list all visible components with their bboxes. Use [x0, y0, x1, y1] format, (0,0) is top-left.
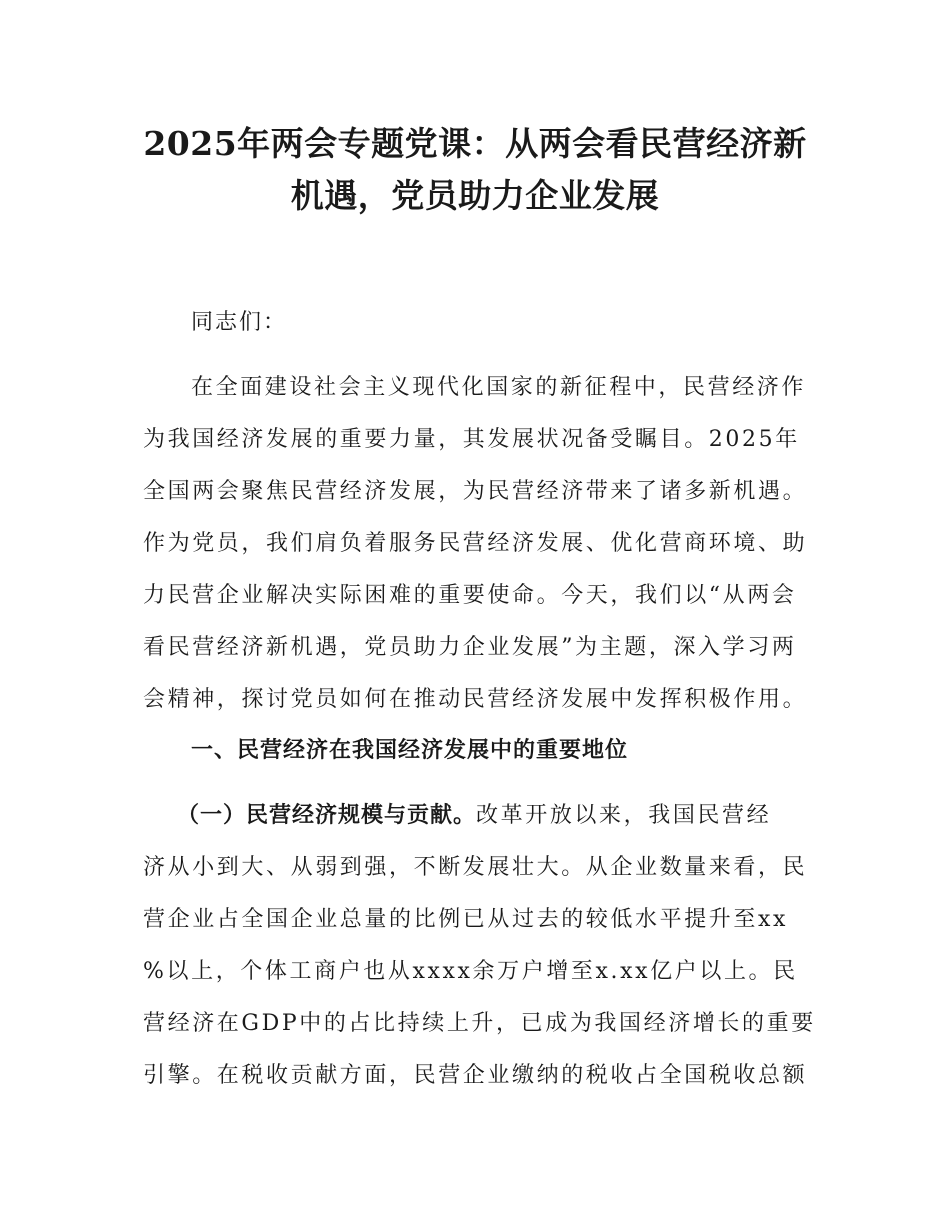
- paragraph-line: 看民营经济新机遇，党员助力企业发展”为主题，深入学习两: [143, 635, 797, 660]
- section-paragraph-1: [143, 790, 816, 1102]
- paragraph-first-line-text: 改革开放以来，我国民营经: [476, 803, 772, 828]
- salutation: 同志们：: [191, 310, 288, 335]
- section-heading-1: 一、民营经济在我国经济发展中的重要地位: [191, 738, 629, 763]
- subsection-lead: （一）民营经济规模与贡献。: [177, 803, 477, 828]
- paragraph-line: 济从小到大、从弱到强，不断发展壮大。从企业数量来看，民: [143, 855, 808, 880]
- paragraph-line: 全国两会聚焦民营经济发展，为民营经济带来了诸多新机遇。: [143, 479, 808, 504]
- paragraph-line: 力民营企业解决实际困难的重要使命。今天，我们以“从两会: [143, 583, 797, 608]
- title-line-1: 2025年两会专题党课：从两会看民营经济新: [143, 124, 807, 163]
- paragraph-first-line: [143, 790, 811, 842]
- paragraph-line: 营经济在GDP中的占比持续上升，已成为我国经济增长的重要: [143, 1011, 816, 1036]
- intro-paragraph: [143, 362, 811, 726]
- paragraph-line: %以上，个体工商户也从xxxx余万户增至x.xx亿户以上。民: [143, 959, 798, 984]
- title-line-2: 机遇，党员助力企业发展: [290, 176, 660, 215]
- paragraph-line: 会精神，探讨党员如何在推动民营经济发展中发挥积极作用。: [143, 687, 808, 712]
- paragraph-line: 引擎。在税收贡献方面，民营企业缴纳的税收占全国税收总额: [143, 1063, 808, 1088]
- document-title: [130, 118, 820, 222]
- paragraph-line: 作为党员，我们肩负着服务民营经济发展、优化营商环境、助: [143, 531, 808, 556]
- paragraph-line: 营企业占全国企业总量的比例已从过去的较低水平提升至xx: [143, 907, 789, 932]
- paragraph-line: 为我国经济发展的重要力量，其发展状况备受瞩目。2025年: [143, 427, 800, 452]
- paragraph-line: 在全面建设社会主义现代化国家的新征程中，民营经济作: [191, 375, 807, 400]
